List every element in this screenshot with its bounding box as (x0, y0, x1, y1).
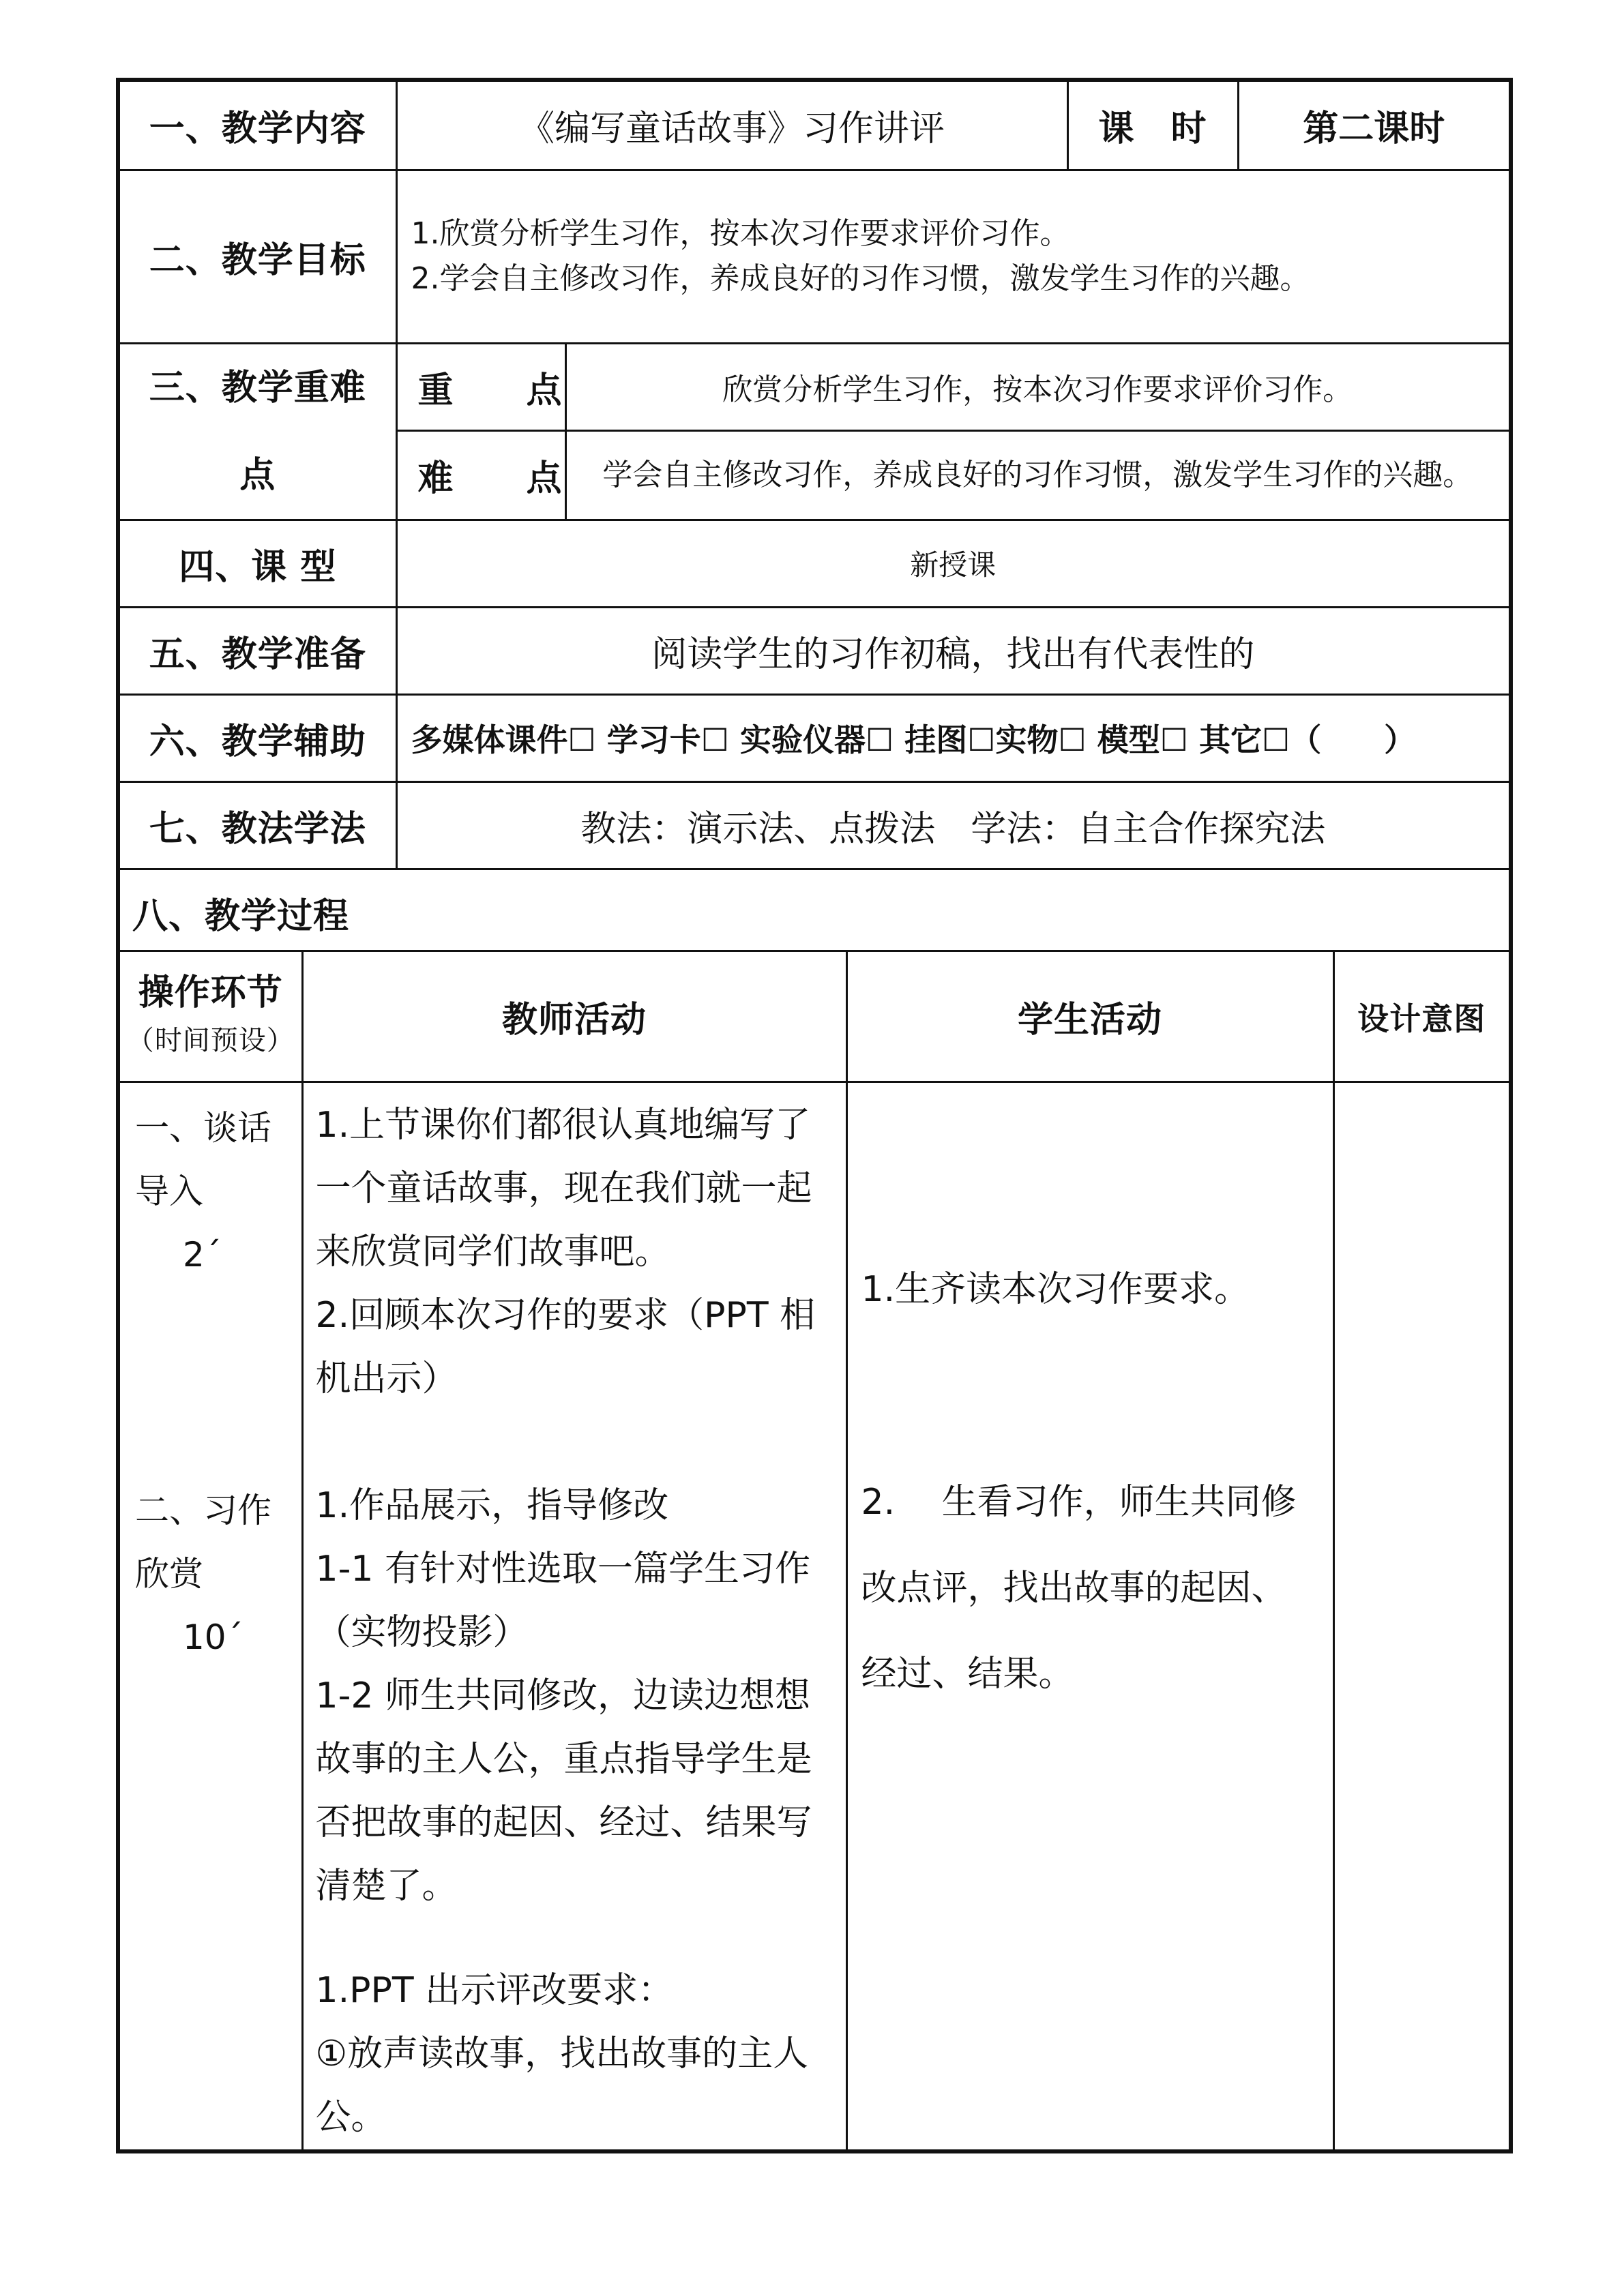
row-prep (118, 607, 1511, 694)
label-difficulty: 难 点 (396, 430, 565, 520)
steps-cell (118, 1082, 302, 2152)
student-activity-cell (846, 1082, 1333, 2152)
label-period: 课 时 (1067, 80, 1238, 170)
label-key-points (118, 343, 396, 520)
label-type: 四、课 型 (118, 520, 396, 607)
step-time: 10ˊ (183, 1617, 243, 1657)
type-value: 新授课 (396, 520, 1511, 607)
student-line: 2. 生看习作，师生共同修改点评，找出故事的起因、经过、结果。 (861, 1482, 1297, 1695)
goal-item: 1.欣赏分析学生习作，按本次习作要求评价习作。 (411, 216, 1070, 251)
label-goals: 二、教学目标 (118, 170, 396, 343)
label-method: 七、教法学法 (118, 781, 396, 869)
label-key-line1: 三、教学重难 (149, 367, 366, 408)
design-intent-cell (1333, 1082, 1511, 2152)
step-time: 2ˊ (183, 1235, 222, 1274)
step-name: 二、习作 (135, 1491, 271, 1530)
row-goals (118, 170, 1511, 343)
label-key-line2: 点 (239, 454, 276, 496)
process-body-row (118, 1082, 1511, 2152)
row-aids (118, 694, 1511, 781)
header-student: 学生活动 (846, 951, 1333, 1082)
process-table (116, 950, 1513, 2153)
label-prep: 五、教学准备 (118, 607, 396, 694)
label-process: 八、教学过程 (118, 869, 1511, 956)
lesson-title: 《编写童话故事》习作讲评 (396, 80, 1067, 170)
header-teacher: 教师活动 (302, 951, 846, 1082)
focus-value: 欣赏分析学生习作，按本次习作要求评价习作。 (565, 343, 1511, 430)
prep-value: 阅读学生的习作初稿，找出有代表性的 (396, 607, 1511, 694)
student-line: 1.生齐读本次习作要求。 (861, 1269, 1250, 1310)
step-name: 一、谈话 (135, 1108, 271, 1148)
method-value: 教法：演示法、点拨法 学法：自主合作探究法 (396, 781, 1511, 869)
header-intent: 设计意图 (1333, 951, 1511, 1082)
row-method (118, 781, 1511, 869)
period-value: 第二课时 (1238, 80, 1511, 170)
label-content: 一、教学内容 (118, 80, 396, 170)
header-step (118, 951, 302, 1082)
step-name: 导入 (135, 1172, 203, 1211)
aids-value: 多媒体课件☐ 学习卡☐ 实验仪器☐ 挂图☐实物☐ 模型☐ 其它☐（ ） (396, 694, 1511, 781)
lesson-info-table (116, 78, 1513, 957)
process-header-row (118, 951, 1511, 1082)
teacher-line: 2.回顾本次习作的要求（PPT 相机出示） (315, 1295, 816, 1399)
teacher-line: 1.上节课你们都很认真地编写了一个童话故事，现在我们就一起来欣赏同学们故事吧。 (315, 1105, 812, 1272)
goals-list (396, 170, 1511, 343)
row-focus (118, 343, 1511, 430)
teacher-line: ①放声读故事，找出故事的主人公。 (315, 2033, 809, 2138)
teacher-line: 1-1 有针对性选取一篇学生习作（实物投影） (315, 1549, 810, 1653)
step-name: 欣赏 (135, 1554, 203, 1594)
teacher-line: 1.作品展示，指导修改 (315, 1485, 669, 1526)
row-type (118, 520, 1511, 607)
header-step-sub: （时间预设） (126, 1024, 295, 1056)
header-step-title: 操作环节 (138, 972, 283, 1013)
label-aids: 六、教学辅助 (118, 694, 396, 781)
teacher-activity-cell (302, 1082, 846, 2152)
row-content (118, 80, 1511, 170)
label-focus: 重 点 (396, 343, 565, 430)
difficulty-value: 学会自主修改习作，养成良好的习作习惯，激发学生习作的兴趣。 (565, 430, 1511, 520)
teacher-line: 1.PPT 出示评改要求： (315, 1970, 674, 2011)
teacher-line: 1-2 师生共同修改，边读边想想故事的主人公，重点指导学生是否把故事的起因、经过、结果写清楚了。 (315, 1675, 812, 1907)
goal-item: 2.学会自主修改习作，养成良好的习作习惯，激发学生习作的兴趣。 (411, 261, 1310, 296)
row-process (118, 869, 1511, 956)
